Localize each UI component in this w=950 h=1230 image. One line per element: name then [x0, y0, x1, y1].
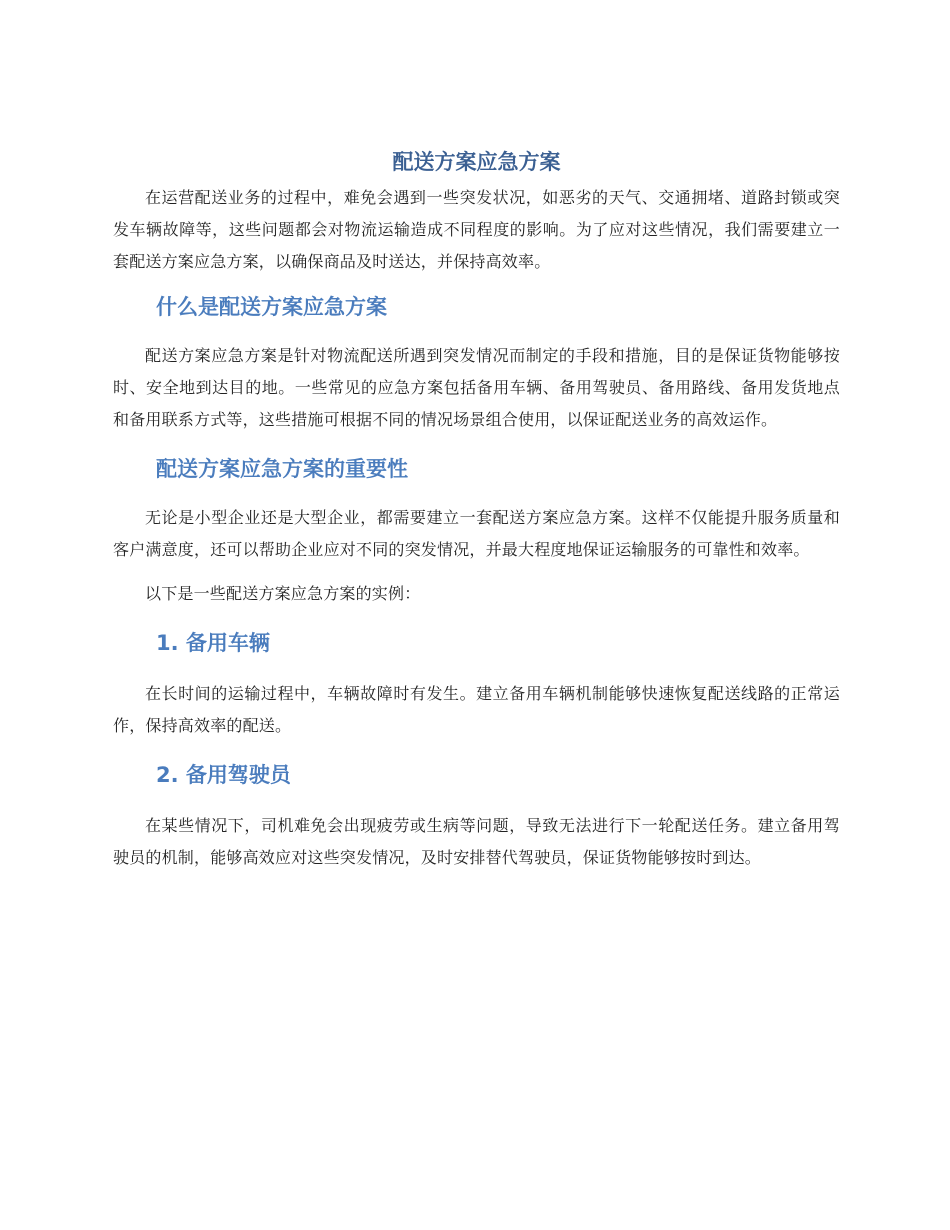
section-paragraph-backup-driver: 在某些情况下，司机难免会出现疲劳或生病等问题，导致无法进行下一轮配送任务。建立备用驾驶员的机制，能够高效应对这些突发情况，及时安排替代驾驶员，保证货物能够按时到达。: [113, 816, 840, 867]
intro-paragraph: 在运营配送业务的过程中，难免会遇到一些突发状况，如恶劣的天气、交通拥堵、道路封锁或突发车辆故障等，这些问题都会对物流运输造成不同程度的影响。为了应对这些情况，我们需要建立一套配送方案应急方案，以确保商品及时送达，并保持高效率。: [113, 188, 840, 271]
section-heading-backup-vehicle: 1. 备用车辆: [156, 631, 270, 655]
document-title: 配送方案应急方案: [392, 150, 561, 174]
section-heading-what-is: 什么是配送方案应急方案: [156, 295, 387, 319]
section-heading-importance: 配送方案应急方案的重要性: [156, 457, 408, 481]
section-paragraph-what-is: 配送方案应急方案是针对物流配送所遇到突发情况而制定的手段和措施，目的是保证货物能够按时、安全地到达目的地。一些常见的应急方案包括备用车辆、备用驾驶员、备用路线、备用发货地点和备用联系方式等，这些措施可根据不同的情况场景组合使用，以保证配送业务的高效运作。: [113, 346, 840, 429]
section-heading-backup-driver: 2. 备用驾驶员: [156, 763, 291, 787]
examples-intro-paragraph: 以下是一些配送方案应急方案的实例：: [145, 584, 421, 603]
section-paragraph-importance: 无论是小型企业还是大型企业，都需要建立一套配送方案应急方案。这样不仅能提升服务质量和客户满意度，还可以帮助企业应对不同的突发情况，并最大程度地保证运输服务的可靠性和效率。: [113, 508, 840, 559]
section-paragraph-backup-vehicle: 在长时间的运输过程中，车辆故障时有发生。建立备用车辆机制能够快速恢复配送线路的正常运作，保持高效率的配送。: [113, 684, 840, 735]
document-content: [113, 142, 840, 874]
